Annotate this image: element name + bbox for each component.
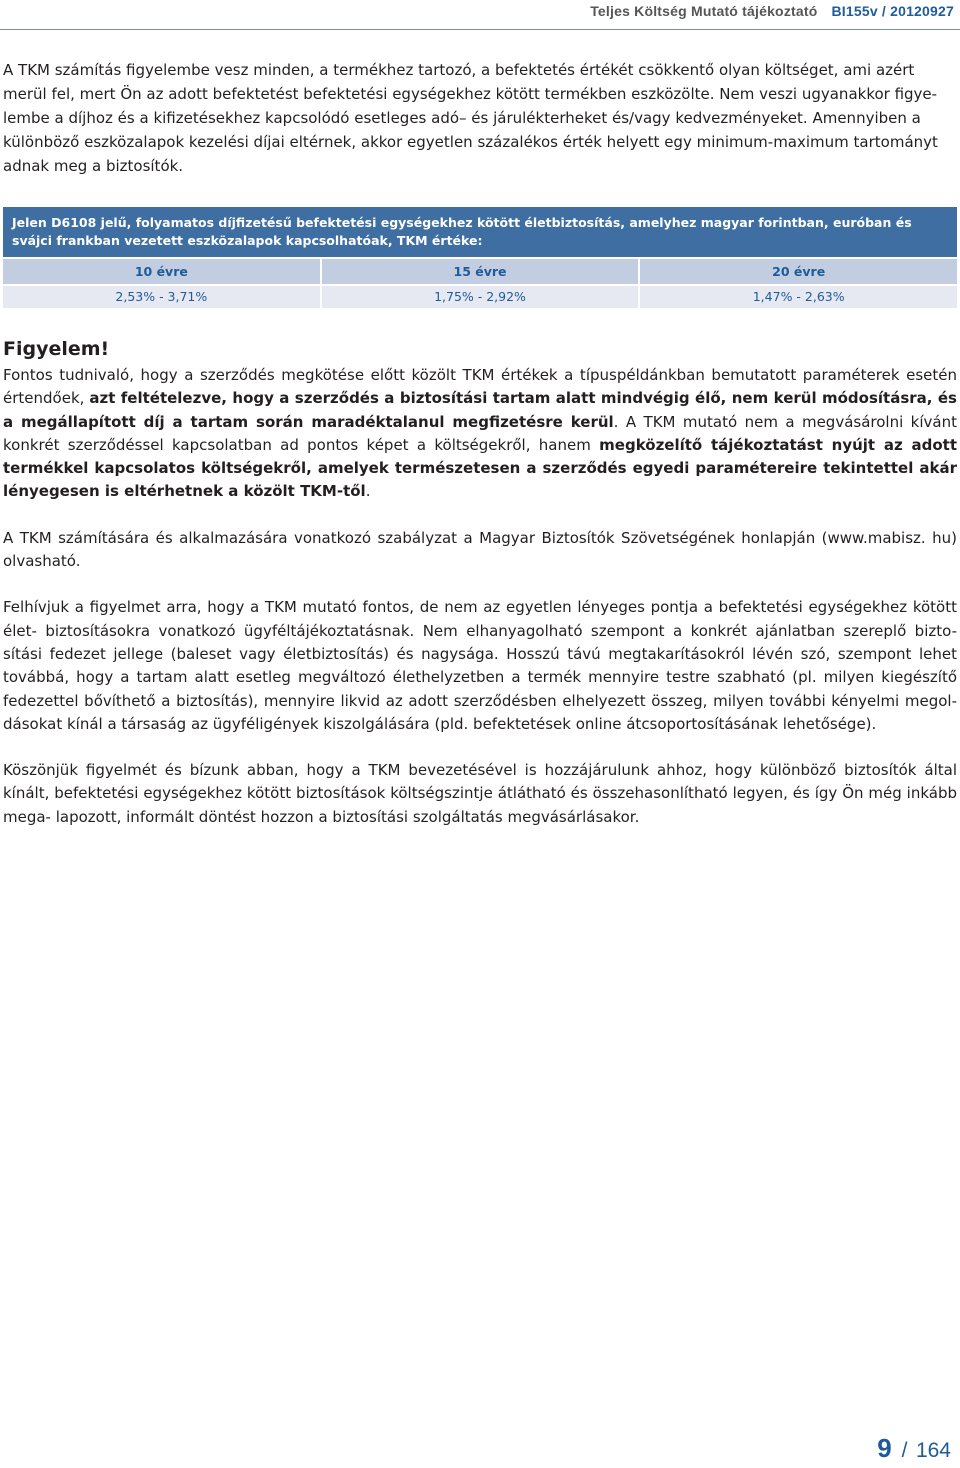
tkm-value-row — [3, 286, 957, 308]
tkm-table-caption: Jelen D6108 jelű, folyamatos díjfizetésű befektetési egységekhez kötött életbiztosítás, amelyhez magyar forintban, euróban és svájci frankban vezetett eszközalapok kapcsolhatóak, TKM értéke: — [3, 207, 957, 257]
header-divider — [0, 29, 960, 30]
intro-line: különböző eszközalapok kezelési díjai eltérnek, akkor egyetlen százalékos érték helyett egy minimum-maximum tartományt — [3, 133, 938, 151]
tkm-table — [3, 207, 957, 308]
rules-paragraph: A TKM számítására és alkalmazására vonatkozó szabályzat a Magyar Biztosítók Szövetségének honlapján (www.mabisz. hu) olvasható. — [3, 528, 957, 571]
intro-line: A TKM számítás figyelembe vesz minden, a termékhez tartozó, a befektetés értékét csökkentő olyan költséget, ami azért — [3, 61, 915, 79]
text-run: . — [365, 482, 371, 501]
bold-run: megközelítő tájékoztatást nyújt az adott termékkel kapcsolatos költségekről, amelyek természetesen a szerződés egyedi paramétereire tekintettel akár lényegesen is eltérhetnek a közölt TKM-től — [3, 435, 957, 501]
tkm-value-cell: 2,53% - 3,71% — [3, 286, 320, 308]
intro-line: adnak meg a biztosítók. — [3, 157, 184, 175]
total-pages: 164 — [915, 1439, 951, 1462]
text-run: . A TKM mutató nem a megvásárolni kívánt konkrét szerződéssel kapcsolatban ad pontos képet a költségekről, hanem — [3, 412, 957, 454]
intro-line: lembe a díjhoz és a kifizetésekhez kapcsolódó esetleges adó– és járulékterheket és/vagy kedvezményeket. Amennyiben a — [3, 109, 921, 127]
text-run: Fontos tudnivaló, hogy a szerződés megkötése előtt közölt TKM értékek a típuspéldánkban bemutatott paraméterek esetén értendőek, — [3, 366, 957, 408]
running-header — [590, 3, 954, 19]
tkm-value-cell: 1,47% - 2,63% — [640, 286, 957, 308]
warning-paragraph — [3, 364, 957, 504]
intro-paragraph — [3, 58, 957, 178]
warning-heading: Figyelem! — [3, 338, 110, 360]
document-code: BI155v / 20120927 — [831, 3, 954, 19]
warning-body — [3, 364, 957, 852]
tkm-header-cell: 15 évre — [322, 259, 639, 284]
page-number — [877, 1433, 951, 1464]
tkm-header-cell: 20 évre — [640, 259, 957, 284]
tkm-value-cell: 1,75% - 2,92% — [322, 286, 639, 308]
closing-paragraph: Köszönjük figyelmét és bízunk abban, hogy a TKM bevezetésével is hozzájárulunk ahhoz, hogy különböző biztosítók által kínált, befektetési egységekhez kötött biztosítások költségszintje átlátható és összehasonlítható legyen, és így Ön még inkább mega- lapozott, informált döntést hozzon a biztosítási szolgáltatás megvásárlásakor. — [3, 761, 957, 826]
bold-run: azt feltételezve, hogy a szerződés a biztosítási tartam alatt mindvégig élő, nem kerül módosításra, és a megállapított díj a tartam során maradéktalanul megfizetésre kerül — [3, 389, 957, 431]
document-title: Teljes Költség Mutató tájékoztató — [590, 3, 818, 19]
tkm-header-cell: 10 évre — [3, 259, 320, 284]
attention-paragraph: Felhívjuk a figyelmet arra, hogy a TKM mutató fontos, de nem az egyetlen lényeges pontja a befektetési egységekhez kötött élet- biztosításokra vonatkozó ügyféltájékoztatásnak. Nem elhanyagolható szempont a konkrét ajánlatban szereplő bizto- sítási fedezet jellege (baleset vagy életbiztosítás) és nagysága. Hosszú távú megtakarításokról lévén szó, szempont lehet továbbá, hogy a tartam alatt esetleg megváltozó élethelyzetben a termék mennyire testre szabható (pl. milyen kiegészítő fedezettel bővíthető a biztosítás), mennyire likvid az adott szerződésben elhelyezett összeg, milyen további kényelmi megol- dásokat kínál a társaság az ügyféligények kiszolgálására (pld. befektetések online átcsoportosításának lehetősége). — [3, 598, 957, 733]
tkm-header-row — [3, 259, 957, 284]
current-page: 9 — [877, 1433, 892, 1463]
page-separator: / — [901, 1439, 908, 1462]
intro-line: merül fel, mert Ön az adott befektetést befektetési egységekhez kötött termékben eszközölte. Nem veszi ugyanakkor figye- — [3, 85, 938, 103]
